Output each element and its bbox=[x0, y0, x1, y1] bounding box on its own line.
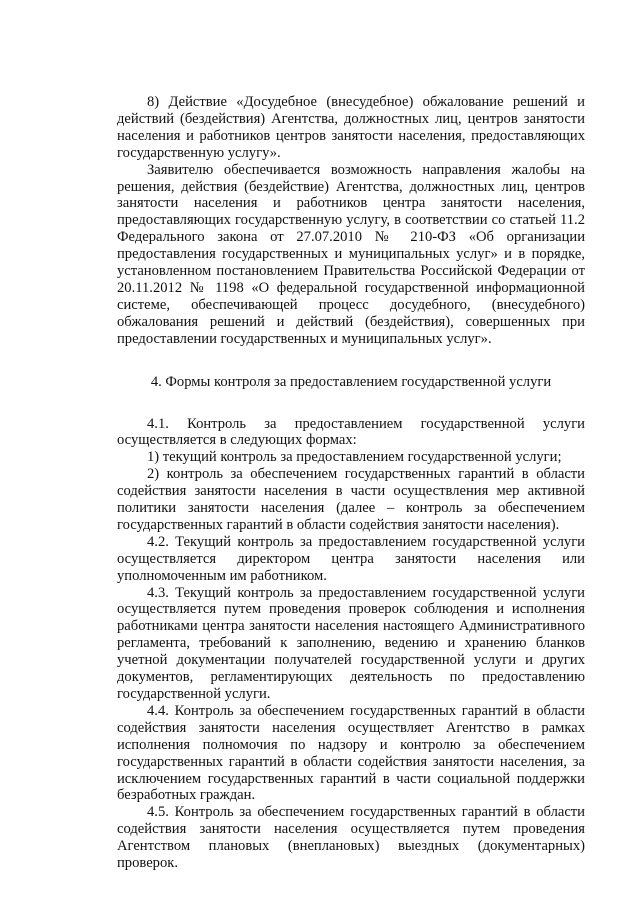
paragraph-4-4: 4.4. Контроль за обеспечением государственных гарантий в области содействия занятости населения осуществляет Агентство в рамках исполнения полномочия по надзору и контролю за обеспечением государственных гарантий в области содействия занятости населения, за исключением государственных гарантий в части социальной поддержки безработных граждан. bbox=[117, 702, 585, 804]
paragraph-4-1: 4.1. Контроль за предоставлением государственной услуги осуществляется в следующих формах: bbox=[117, 415, 585, 449]
paragraph-item-8-appeal: 8) Действие «Досудебное (внесудебное) обжалование решений и действий (бездействия) Агентства, должностных лиц, центров занятости населения и работников центров занятости населения, предоставляющих государственную услугу». bbox=[117, 94, 585, 161]
paragraph-4-2: 4.2. Текущий контроль за предоставлением государственной услуги осуществляется директором центра занятости населения или уполномоченным им работником. bbox=[117, 533, 585, 584]
paragraph-4-1-item-2: 2) контроль за обеспечением государственных гарантий в области содействия занятости населения в части осуществления мер активной политики занятости населения (далее – контроль за обеспечением государственных гарантий в области содействия занятости населения). bbox=[117, 466, 585, 533]
document-page bbox=[117, 94, 585, 872]
paragraph-4-1-item-1: 1) текущий контроль за предоставлением государственной услуги; bbox=[147, 449, 562, 466]
paragraph-4-3: 4.3. Текущий контроль за предоставлением государственной услуги осуществляется путем проведения проверок соблюдения и исполнения работниками центра занятости населения настоящего Административного регламента, требований к заполнению, ведению и хранению бланков учетной документации получателей государственной услуги и других документов, регламентирующих деятельность по предоставлению государственной услуги. bbox=[117, 584, 585, 702]
section-heading: 4. Формы контроля за предоставлением государственной услуги bbox=[150, 373, 552, 390]
paragraph-4-5: 4.5. Контроль за обеспечением государственных гарантий в области содействия занятости населения осуществляется путем проведения Агентством плановых (внеплановых) выездных (документарных) проверок. bbox=[117, 804, 585, 872]
paragraph-appeal-right: Заявителю обеспечивается возможность направления жалобы на решения, действия (бездействие) Агентства, должностных лиц, центров занятости населения и работников центра занятости населения, предоставляющих государственную услугу, в соответствии со статьей 11.2 Федерального закона от 27.07.2010 № 210-ФЗ «Об организации предоставления государственных и муниципальных услуг» и в порядке, установленном постановлением Правительства Российской Федерации от 20.11.2012 № 1198 «О федеральной государственной информационной системе, обеспечивающей процесс досудебного, (внесудебного) обжалования решений и действий (бездействия), совершенных при предоставлении государственных и муниципальных услуг». bbox=[117, 161, 585, 347]
